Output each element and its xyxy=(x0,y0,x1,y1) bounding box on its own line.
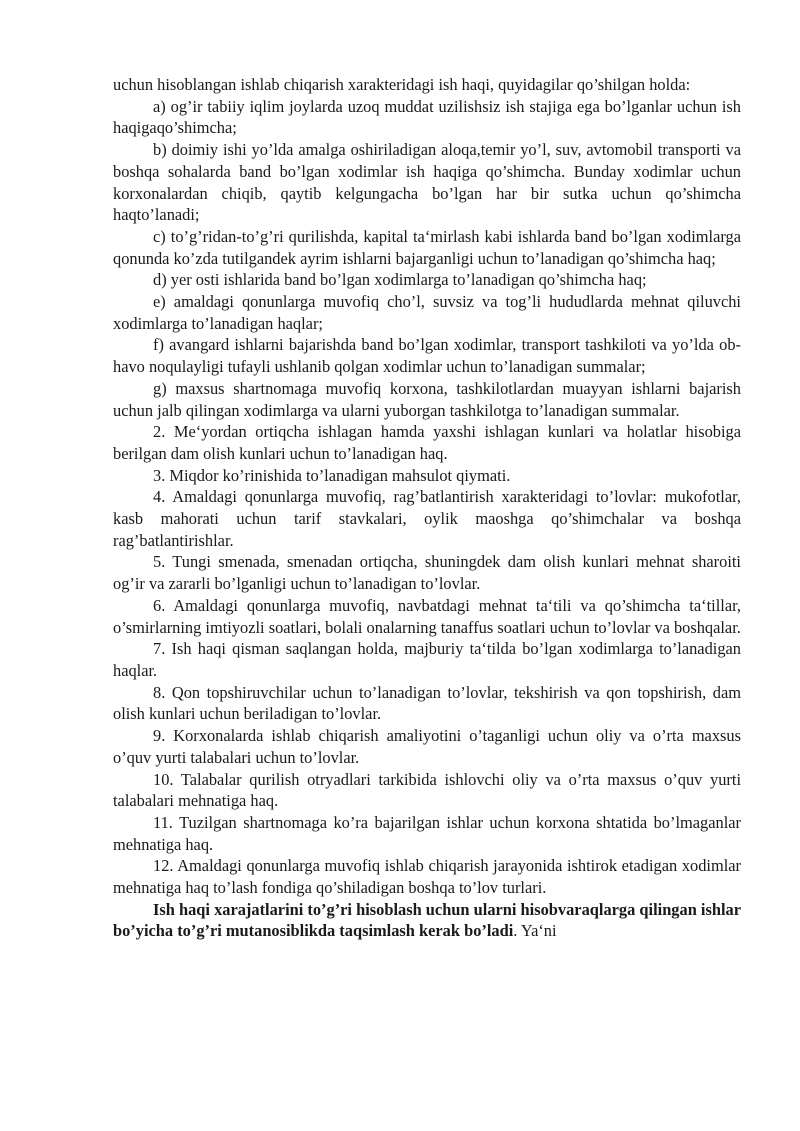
paragraph-c: c) to’g’ridan-to’g’ri qurilishda, kapital ta‘mirlash kabi ishlarda band bo’lgan xodimlarga qonunda ko’zda tutilgandek ayrim ishlarni bajarganligi uchun to’lanadigan qo’shimcha haq; xyxy=(113,226,741,268)
bold-statement: Ish haqi xarajatlarini to’g’ri hisoblash uchun ularni hisobvaraqlarga qilingan ishlar bo’yicha to’g’ri mutanosiblikda taqsimlash kerak bo’ladi xyxy=(113,899,741,941)
paragraph-8: 8. Qon topshiruvchilar uchun to’lanadigan to’lovlar, tekshirish va qon topshirish, dam olish kunlari uchun beriladigan to’lovlar. xyxy=(113,682,741,724)
paragraph-7: 7. Ish haqi qisman saqlangan holda, majburiy ta‘tilda bo’lgan xodimlarga to’lanadigan haqlar. xyxy=(113,639,741,680)
paragraph-final xyxy=(113,899,741,942)
document-page xyxy=(113,74,741,942)
paragraph-10: 10. Talabalar qurilish otryadlari tarkibida ishlovchi oliy va o’rta maxsus o’quv yurti talabalari mehnatiga haq. xyxy=(113,769,741,811)
paragraph-6: 6. Amaldagi qonunlarga muvofiq, navbatdagi mehnat ta‘tili va qo’shimcha ta‘tillar, o’smirlarning imtiyozli soatlari, bolali onalarning tanaffus soatlari uchun to’lovlar va boshqalar. xyxy=(113,595,741,637)
paragraph-g: g) maxsus shartnomaga muvofiq korxona, tashkilotlardan muayyan ishlarni bajarish uchun jalb qilingan xodimlarga va ularni yuborgan tashkilotga to’lanadigan summalar. xyxy=(113,378,741,420)
paragraph-3: 3. Miqdor ko’rinishida to’lanadigan mahsulot qiymati. xyxy=(153,465,511,485)
final-continuation: . Ya‘ni xyxy=(513,921,557,941)
paragraph-11: 11. Tuzilgan shartnomaga ko’ra bajarilgan ishlar uchun korxona shtatida bo’lmaganlar mehnatiga haq. xyxy=(113,812,741,854)
paragraph-5: 5. Tungi smenada, smenadan ortiqcha, shuningdek dam olish kunlari mehnat sharoiti og’ir va zararli bo’lganligi uchun to’lanadigan to’lovlar. xyxy=(113,552,741,594)
paragraph-2: 2. Me‘yordan ortiqcha ishlagan hamda yaxshi ishlagan kunlari va holatlar hisobiga berilgan dam olish kunlari uchun to’lanadigan haq. xyxy=(113,422,741,463)
paragraph-d: d) yer osti ishlarida band bo’lgan xodimlarga to’lanadigan qo’shimcha haq; xyxy=(153,270,647,290)
paragraph-b: b) doimiy ishi yo’lda amalga oshiriladigan aloqa,temir yo’l, suv, avtomobil transporti va boshqa sohalarda band bo’lgan xodimlar ish haqiga qo’shimcha. Bunday xodimlar uchun korxonalardan chiqib, qaytib kelgungacha bo’lgan har bir sutka uchun qo’shimcha haqto’lanadi; xyxy=(113,140,741,225)
paragraph-a: a) og’ir tabiiy iqlim joylarda uzoq muddat uzilishsiz ish stajiga ega bo’lganlar uchun ish haqigaqo’shimcha; xyxy=(113,96,741,138)
paragraph-e: e) amaldagi qonunlarga muvofiq cho’l, suvsiz va tog’li hududlarda mehnat qiluvchi xodimlarga to’lanadigan haqlar; xyxy=(113,292,741,333)
paragraph-12: 12. Amaldagi qonunlarga muvofiq ishlab chiqarish jarayonida ishtirok etadigan xodimlar mehnatiga haq to’lash fondiga qo’shiladigan boshqa to’lov turlari. xyxy=(113,856,741,898)
paragraph-f: f) avangard ishlarni bajarishda band bo’lgan xodimlar, transport tashkiloti va yo’lda ob-havo noqulayligi tufayli ushlanib qolgan xodimlar uchun to’lanadigan summalar; xyxy=(113,335,741,377)
paragraph-intro: uchun hisoblangan ishlab chiqarish xarakteridagi ish haqi, quyidagilar qo’shilgan holda: xyxy=(113,75,691,94)
paragraph-4: 4. Amaldagi qonunlarga muvofiq, rag’batlantirish xarakteridagi to’lovlar: mukofotlar, kasb mahorati uchun tarif stavkalari, oylik maoshga qo’shimchalar va boshqa rag’batlantirishlar. xyxy=(113,487,741,550)
paragraph-9: 9. Korxonalarda ishlab chiqarish amaliyotini o’taganligi uchun oliy va o’rta maxsus o’quv yurti talabalari uchun to’lovlar. xyxy=(113,726,741,767)
